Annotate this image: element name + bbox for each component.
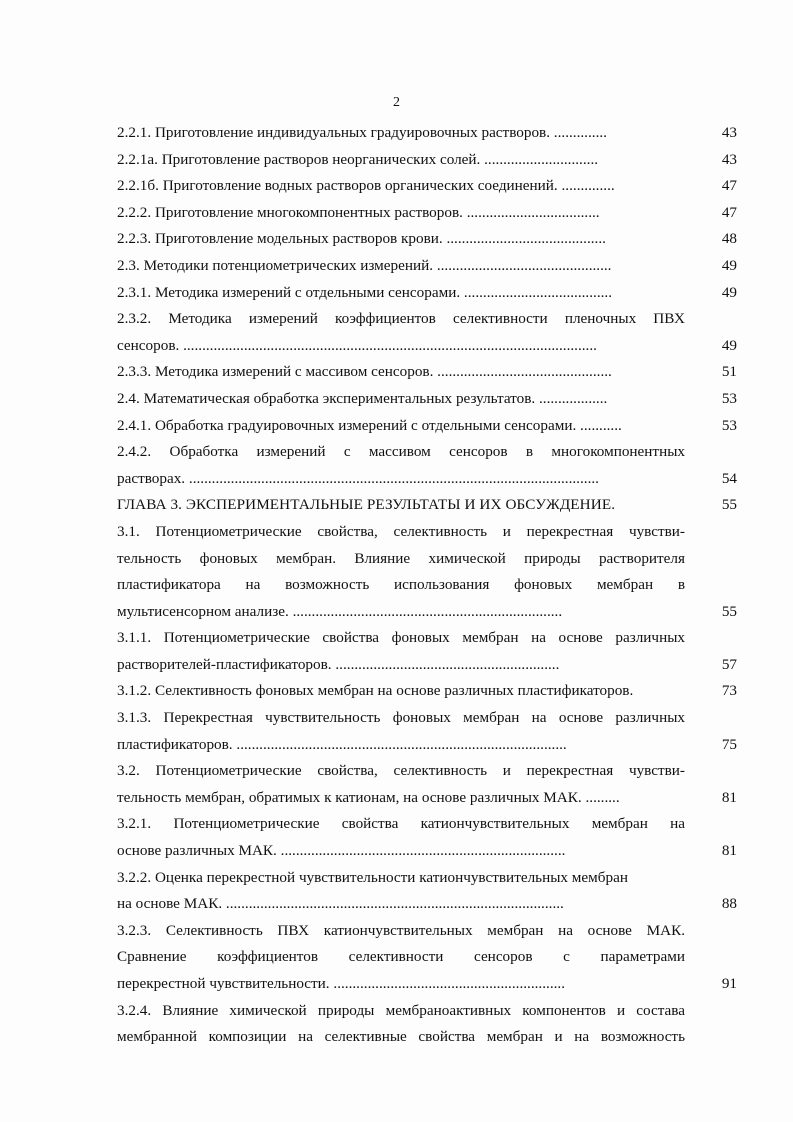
toc-entry [117, 333, 737, 360]
toc-entry [117, 785, 737, 812]
toc-entry-text: ГЛАВА 3. ЭКСПЕРИМЕНТАЛЬНЫЕ РЕЗУЛЬТАТЫ И ИХ ОБСУЖДЕНИЕ. [117, 496, 616, 514]
toc-entry [117, 971, 737, 998]
toc-entry-text: 3.1. Потенциометрические свойства, селективность и перекрестная чувстви- [117, 522, 685, 540]
toc-entry-page: 55 [721, 496, 737, 514]
toc-entry-text: сенсоров. ............................................................................................................. [117, 336, 597, 354]
toc-entry-text: 2.4.1. Обработка градуировочных измерений с отдельными сенсорами. ........... [117, 416, 622, 434]
toc-entry-text: на основе МАК. ......................................................................................... [117, 895, 564, 913]
toc-entry-text: Сравнение коэффициентов селективности сенсоров с параметрами [117, 948, 685, 966]
toc-entry-text: 3.2. Потенциометрические свойства, селективность и перекрестная чувстви- [117, 762, 685, 780]
toc-entry-page: 53 [721, 389, 737, 407]
toc-entry [117, 652, 737, 679]
toc-entry [117, 705, 737, 732]
toc-entry-text: 3.1.2. Селективность фоновых мембран на основе различных пластификаторов. [117, 682, 634, 700]
toc-entry-page: 81 [721, 788, 737, 806]
toc-entry-text: перекрестной чувствительности. ............................................................. [117, 975, 566, 992]
toc-chapter-heading [117, 492, 737, 519]
toc-entry [117, 944, 737, 971]
toc-entry-page: 73 [721, 682, 737, 700]
toc-entry-page: 75 [721, 735, 737, 753]
toc-entry-text: тельность мембран, обратимых к катионам, на основе различных МАК. ......... [117, 788, 620, 806]
toc-entry-page: 49 [721, 283, 737, 301]
toc-entry-page: 57 [721, 655, 737, 673]
toc-entry-page: 43 [721, 124, 737, 141]
toc-entry [117, 918, 737, 945]
toc-entry [117, 306, 737, 333]
toc-entry [117, 439, 737, 466]
toc-entry-text: пластификатора на возможность использования фоновых мембран в [117, 576, 685, 594]
toc-entry-page: 48 [721, 230, 737, 248]
toc-entry-text: тельность фоновых мембран. Влияние химической природы растворителя [117, 549, 685, 567]
toc-entry [117, 599, 737, 626]
toc-entry-text: 3.2.2. Оценка перекрестной чувствительности катиончувствительных мембран [117, 868, 628, 886]
toc-entry-text: 2.2.2. Приготовление многокомпонентных растворов. ................................... [117, 203, 600, 221]
toc-entry-text: 2.2.3. Приготовление модельных растворов крови. .......................................... [117, 230, 606, 248]
toc-entry-text: 2.3. Методики потенциометрических измерений. .............................................. [117, 256, 612, 274]
toc-entry-text: пластификаторов. ....................................................................................... [117, 735, 567, 753]
toc-entry [117, 280, 737, 307]
toc-entry [117, 865, 737, 892]
toc-entry-page: 54 [721, 469, 737, 487]
toc-entry-text: 3.2.4. Влияние химической природы мембраноактивных компонентов и состава [117, 1001, 685, 1019]
toc-entry [117, 173, 737, 200]
toc-entry-text: растворителей-пластификаторов. ........................................................... [117, 655, 560, 673]
toc-entry [117, 732, 737, 759]
toc-entry [117, 998, 737, 1025]
toc-entry-page: 47 [721, 177, 737, 195]
toc-entry [117, 359, 737, 386]
toc-entry-page: 51 [721, 363, 737, 381]
toc-entry [117, 147, 737, 174]
toc-entry-text: 2.3.1. Методика измерений с отдельными сенсорами. ....................................... [117, 283, 613, 301]
toc-entry [117, 200, 737, 227]
toc-entry-text: 2.2.1а. Приготовление растворов неорганических солей. .............................. [117, 150, 599, 168]
toc-entry-page: 88 [721, 895, 737, 913]
toc-entry-text: основе различных МАК. ........................................................................... [117, 842, 566, 860]
toc-entry [117, 519, 737, 546]
toc-entry-text: растворах. ............................................................................................................ [117, 469, 599, 487]
toc-entry-page: 47 [721, 203, 737, 221]
toc-entry-page: 53 [721, 416, 737, 434]
toc-entry-text: 3.2.1. Потенциометрические свойства катиончувствительных мембран на [117, 815, 685, 833]
toc-entry [117, 546, 737, 573]
toc-entry-text: 2.4.2. Обработка измерений с массивом сенсоров в многокомпонентных [117, 443, 685, 461]
toc-entry-text: 2.3.3. Методика измерений с массивом сенсоров. .............................................. [117, 363, 612, 381]
toc-entry-page: 49 [721, 336, 737, 354]
toc-entry-page: 49 [721, 256, 737, 274]
toc-entry-text: 2.4. Математическая обработка экспериментальных результатов. .................. [117, 389, 608, 407]
toc-entry [117, 120, 737, 147]
toc-entry [117, 253, 737, 280]
toc-entry-page: 55 [721, 602, 737, 620]
toc-entry [117, 413, 737, 440]
toc-entry-page: 81 [721, 842, 737, 860]
toc-entry-text: 3.2.3. Селективность ПВХ катиончувствительных мембран на основе МАК. [117, 921, 685, 939]
toc-entry-text: 2.2.1. Приготовление индивидуальных градуировочных растворов. .............. [117, 124, 607, 141]
toc-entry-text: мембранной композиции на селективные свойства мембран и на возможность [117, 1028, 685, 1046]
toc-entry [117, 466, 737, 493]
toc-entry-text: 2.3.2. Методика измерений коэффициентов селективности пленочных ПВХ [117, 310, 685, 328]
toc-entry-page: 43 [721, 150, 737, 168]
toc-entry [117, 572, 737, 599]
toc-entry-text: 3.1.3. Перекрестная чувствительность фоновых мембран на основе различных [117, 709, 685, 727]
toc-entry [117, 891, 737, 918]
toc-entry-text: 2.2.1б. Приготовление водных растворов органических соединений. .............. [117, 177, 615, 195]
toc-entry [117, 838, 737, 865]
toc-entry [117, 678, 737, 705]
toc-entry [117, 386, 737, 413]
toc-entry-text: мультисенсорном анализе. ....................................................................... [117, 602, 563, 620]
page-number: 2 [393, 95, 400, 110]
toc-entry [117, 226, 737, 253]
toc-entry-text: 3.1.1. Потенциометрические свойства фоновых мембран на основе различных [117, 629, 685, 647]
table-of-contents [117, 120, 737, 1051]
toc-entry [117, 811, 737, 838]
toc-entry [117, 625, 737, 652]
toc-entry [117, 1024, 737, 1051]
toc-entry [117, 758, 737, 785]
toc-entry-page: 91 [721, 975, 737, 992]
